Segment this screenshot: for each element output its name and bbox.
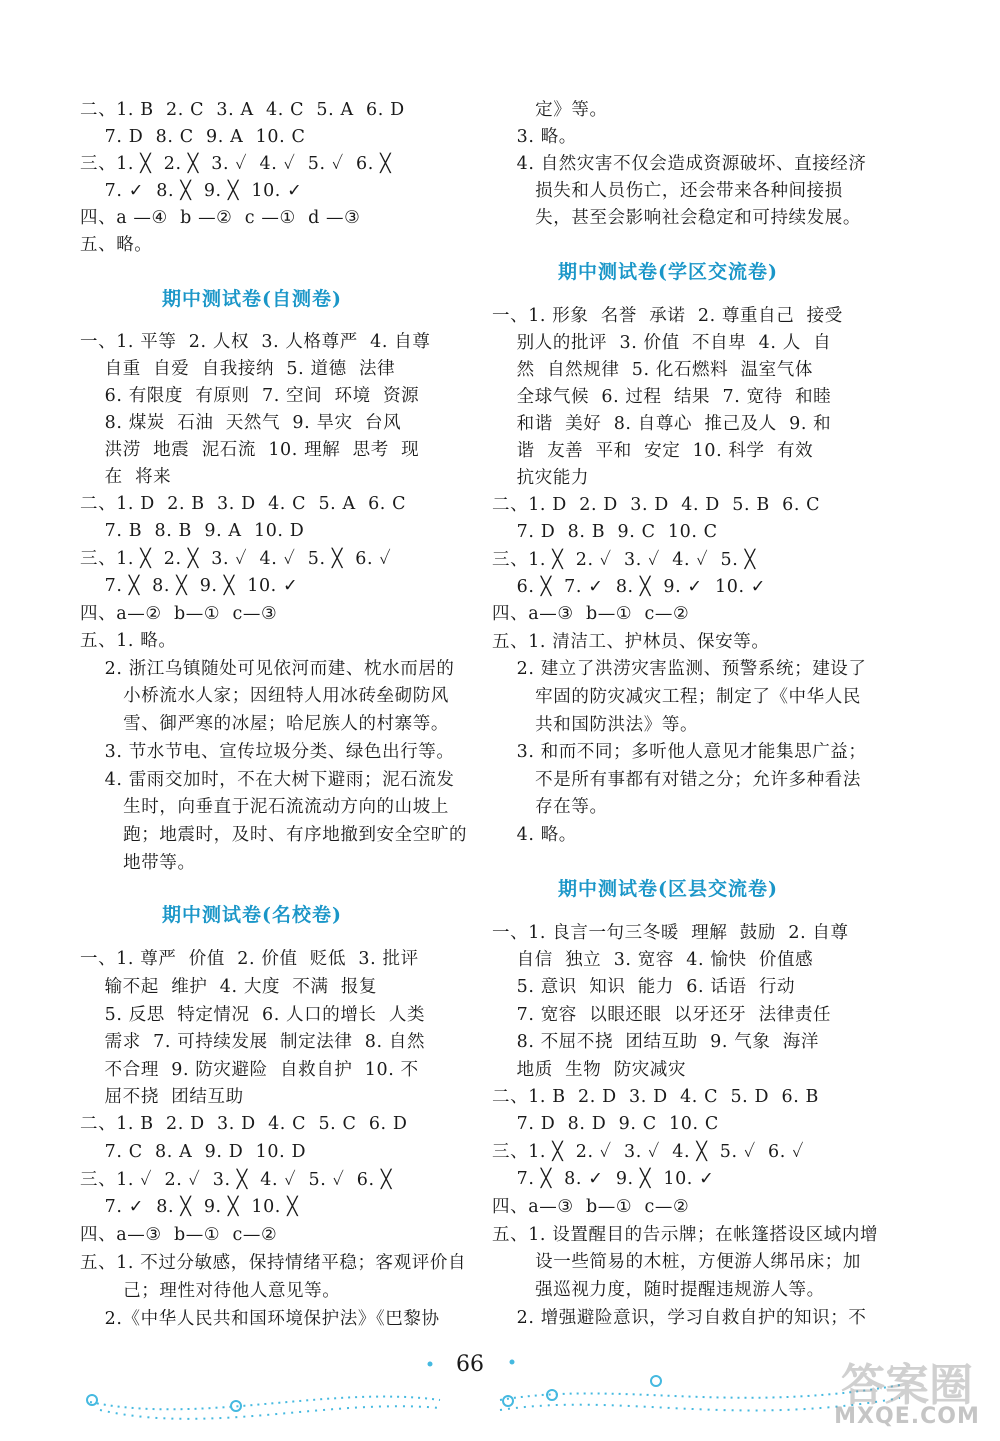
answer-line: 一、1. 良言一句三冬暖 理解 鼓励 2. 自尊: [492, 923, 849, 943]
answer-line: 牢固的防灾减灾工程；制定了《中华人民: [492, 687, 861, 707]
answer-line: 生时，向垂直于泥石流流动方向的山坡上: [80, 797, 449, 817]
answer-line: 四、a—③ b—① c—②: [492, 604, 690, 624]
small-dot: [510, 1360, 515, 1365]
answer-line: 4. 略。: [492, 825, 577, 845]
answer-line: 二、1. B 2. D 3. D 4. C 5. D 6. B: [492, 1087, 819, 1107]
answer-line: 地带等。: [80, 853, 196, 873]
section-heading: 期中测试卷(学区交流卷): [558, 261, 778, 283]
answer-line: 存在等。: [492, 797, 608, 817]
answer-line: 不合理 9. 防灾避险 自救自护 10. 不: [80, 1060, 419, 1080]
answer-line: 7. C 8. A 9. D 10. D: [80, 1142, 307, 1162]
answer-line: 3. 略。: [492, 127, 577, 147]
answer-line: 需求 7. 可持续发展 制定法律 8. 自然: [80, 1032, 426, 1052]
answer-line: 定》等。: [492, 100, 608, 120]
answer-line: 谐 友善 平和 安定 10. 科学 有效: [492, 441, 814, 461]
answer-line: 2. 浙江乌镇随处可见依河而建、枕水而居的: [80, 659, 455, 679]
answer-line: 在 将来: [80, 467, 172, 487]
answer-line: 一、1. 形象 名誉 承诺 2. 尊重自己 接受: [492, 306, 843, 326]
answer-line: 5. 反思 特定情况 6. 人口的增长 人类: [80, 1005, 426, 1025]
answer-line: 全球气候 6. 过程 结果 7. 宽待 和睦: [492, 387, 832, 407]
answer-line: 五、1. 设置醒目的告示牌；在帐篷搭设区域内增: [492, 1225, 879, 1245]
answer-line: 小桥流水人家；因纽特人用冰砖垒砌防风: [80, 686, 449, 706]
answer-line: 自重 自爱 自我接纳 5. 道德 法律: [80, 359, 396, 379]
answer-line: 自信 独立 3. 宽容 4. 愉快 价值感: [492, 950, 814, 970]
answer-line: 四、a —④ b —② c —① d —③: [80, 208, 361, 228]
answer-line: 四、a—③ b—① c—②: [80, 1225, 278, 1245]
answer-line: 7. 宽容 以眼还眼 以牙还牙 法律责任: [492, 1005, 832, 1025]
answer-line: 一、1. 平等 2. 人权 3. 人格尊严 4. 自尊: [80, 332, 431, 352]
answer-line: 然 自然规律 5. 化石燃料 温室气体: [492, 360, 813, 380]
answer-line: 7. B 8. B 9. A 10. D: [80, 521, 305, 541]
answer-line: 二、1. B 2. D 3. D 4. C 5. C 6. D: [80, 1114, 408, 1134]
answer-line: 洪涝 地震 泥石流 10. 理解 思考 现: [80, 440, 420, 460]
ring-dot: [231, 1401, 241, 1411]
answer-line: 共和国防洪法》等。: [492, 715, 699, 735]
section-heading: 期中测试卷(名校卷): [162, 904, 342, 926]
answer-line: 五、1. 清洁工、护林员、保安等。: [492, 632, 770, 652]
answer-line: 5. 意识 知识 能力 6. 话语 行动: [492, 977, 796, 997]
answer-line: 四、a—② b—① c—③: [80, 604, 278, 624]
answer-line: 2. 建立了洪涝灾害监测、预警系统；建设了: [492, 659, 867, 679]
answer-line: 别人的批评 3. 价值 不自卑 4. 人 自: [492, 333, 832, 353]
answer-line: 三、1. ✓ 2. ✓ 3. ╳ 4. ✓ 5. ✓ 6. ╳: [80, 1170, 393, 1190]
answer-line: 4. 自然灾害不仅会造成资源破坏、直接经济: [492, 154, 867, 174]
answer-line: 6. ╳ 7. ✓ 8. ╳ 9. ✓ 10. ✓: [492, 577, 767, 597]
answer-line: 7. ╳ 8. ╳ 9. ╳ 10. ✓: [80, 576, 299, 596]
answer-line: 失，甚至会影响社会稳定和可持续发展。: [492, 208, 861, 228]
answer-line: 4. 雷雨交加时，不在大树下避雨；泥石流发: [80, 770, 455, 790]
answer-line: 五、略。: [80, 235, 153, 255]
answer-line: 7. D 8. C 9. A 10. C: [80, 127, 306, 147]
small-dot: [428, 1362, 433, 1367]
answer-line: 强巡视力度，随时提醒违规游人等。: [492, 1280, 825, 1300]
answer-line: 8. 煤炭 石油 天然气 9. 旱灾 台风: [80, 413, 402, 433]
answer-line: 二、1. D 2. B 3. D 4. C 5. A 6. C: [80, 494, 407, 514]
answer-line: 二、1. D 2. D 3. D 4. D 5. B 6. C: [492, 495, 821, 515]
answer-line: 不是所有事都有对错之分；允许多种看法: [492, 770, 861, 790]
answer-line: 输不起 维护 4. 大度 不满 报复: [80, 977, 378, 997]
answer-line: 6. 有限度 有原则 7. 空间 环境 资源: [80, 386, 420, 406]
answer-line: 7. D 8. B 9. C 10. C: [492, 522, 718, 542]
answer-line: 和谐 美好 8. 自尊心 推己及人 9. 和: [492, 414, 832, 434]
answer-line: 跑；地震时，及时、有序地撤到安全空旷的: [80, 825, 468, 845]
answer-line: 三、1. ╳ 2. ✓ 3. ✓ 4. ╳ 5. ✓ 6. ✓: [492, 1142, 805, 1162]
answer-line: 己；理性对待他人意见等。: [80, 1281, 341, 1301]
answer-line: 一、1. 尊严 价值 2. 价值 贬低 3. 批评: [80, 949, 419, 969]
ring-dot: [651, 1376, 661, 1386]
answer-line: 地质 生物 防灾减灾: [492, 1060, 687, 1080]
wave-left-upper: [90, 1397, 440, 1410]
answer-line: 三、1. ╳ 2. ✓ 3. ✓ 4. ✓ 5. ╳: [492, 550, 756, 570]
answer-line: 四、a—③ b—① c—②: [492, 1197, 690, 1217]
answer-line: 设一些简易的木桩，方便游人绑吊床；加: [492, 1252, 861, 1272]
answer-line: 损失和人员伤亡，还会带来各种间接损: [492, 181, 843, 201]
answer-line: 7. ✓ 8. ╳ 9. ╳ 10. ╳: [80, 1197, 299, 1217]
answer-line: 8. 不屈不挠 团结互助 9. 气象 海洋: [492, 1032, 819, 1052]
watermark-logo-text: 答案圈: [841, 1360, 973, 1411]
answer-line: 雪、御严寒的冰屋；哈尼族人的村寨等。: [80, 714, 449, 734]
wave-left-lower: [100, 1406, 440, 1419]
answer-line: 五、1. 略。: [80, 631, 177, 651]
answer-line: 7. D 8. D 9. C 10. C: [492, 1114, 719, 1134]
answer-line: 屈不挠 团结互助: [80, 1087, 244, 1107]
ring-dot: [503, 1396, 513, 1406]
answer-line: 五、1. 不过分敏感，保持情绪平稳；客观评价自: [80, 1253, 467, 1273]
answer-line: 二、1. B 2. C 3. A 4. C 5. A 6. D: [80, 100, 405, 120]
answer-line: 2.《中华人民共和国环境保护法》《巴黎协: [80, 1309, 440, 1329]
watermark-url: MXQE.COM: [834, 1404, 980, 1429]
answer-line: 3. 节水节电、宣传垃圾分类、绿色出行等。: [80, 742, 455, 762]
answer-line: 7. ✓ 8. ╳ 9. ╳ 10. ✓: [80, 181, 303, 201]
ring-dot: [87, 1395, 97, 1405]
answer-line: 7. ╳ 8. ✓ 9. ╳ 10. ✓: [492, 1169, 715, 1189]
answer-line: 三、1. ╳ 2. ╳ 3. ✓ 4. ✓ 5. ✓ 6. ╳: [80, 154, 392, 174]
answer-line: 三、1. ╳ 2. ╳ 3. ✓ 4. ✓ 5. ╳ 6. ✓: [80, 549, 392, 569]
section-heading: 期中测试卷(区县交流卷): [558, 878, 778, 900]
page-number: 66: [456, 1352, 484, 1377]
answer-line: 2. 增强避险意识，学习自救自护的知识；不: [492, 1308, 867, 1328]
ring-dot: [547, 1390, 557, 1400]
answer-line: 抗灾能力: [492, 468, 590, 488]
section-heading: 期中测试卷(自测卷): [162, 288, 342, 310]
answer-line: 3. 和而不同；多听他人意见才能集思广益；: [492, 742, 867, 762]
